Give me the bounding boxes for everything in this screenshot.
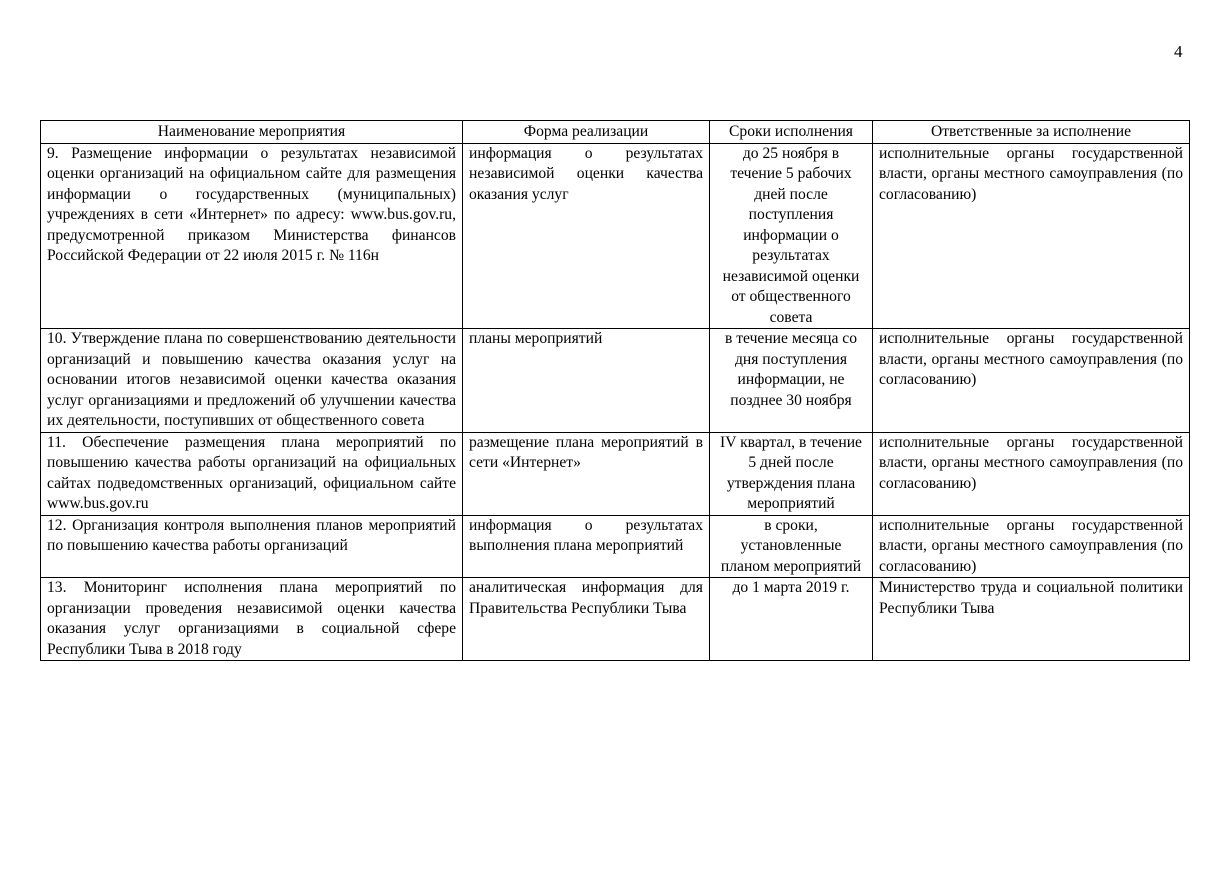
implementation-form-cell: размещение плана мероприятий в сети «Интернет» bbox=[463, 432, 710, 515]
implementation-form-cell: информация о результатах независимой оценки качества оказания услуг bbox=[463, 143, 710, 329]
implementation-form-cell: информация о результатах выполнения плана мероприятий bbox=[463, 515, 710, 578]
deadline-cell: в течение месяца со дня поступления информации, не позднее 30 ноября bbox=[710, 329, 873, 433]
header-responsible: Ответственные за исполнение bbox=[873, 121, 1190, 144]
page-number: 4 bbox=[1174, 42, 1183, 61]
responsible-cell: исполнительные органы государственной власти, органы местного самоуправления (по согласованию) bbox=[873, 143, 1190, 329]
table-row bbox=[41, 432, 1190, 515]
header-deadlines: Сроки исполнения bbox=[710, 121, 873, 144]
header-implementation-form: Форма реализации bbox=[463, 121, 710, 144]
header-event-name: Наименование мероприятия bbox=[41, 121, 463, 144]
event-name-cell: 12. Организация контроля выполнения планов мероприятий по повышению качества работы организаций bbox=[41, 515, 463, 578]
table-row bbox=[41, 578, 1190, 661]
event-name-cell: 10. Утверждение плана по совершенствованию деятельности организаций и повышению качества оказания услуг на основании итогов независимой оценки качества оказания услуг организациями и предложений об улучшении качества их деятельности, поступивших от общественного совета bbox=[41, 329, 463, 433]
deadline-cell: до 25 ноября в течение 5 рабочих дней после поступления информации о результатах независимой оценки от общественного совета bbox=[710, 143, 873, 329]
responsible-cell: исполнительные органы государственной власти, органы местного самоуправления (по согласованию) bbox=[873, 515, 1190, 578]
responsible-cell: исполнительные органы государственной власти, органы местного самоуправления (по согласованию) bbox=[873, 432, 1190, 515]
table-row bbox=[41, 515, 1190, 578]
implementation-form-cell: планы мероприятий bbox=[463, 329, 710, 433]
table-row bbox=[41, 329, 1190, 433]
event-name-cell: 11. Обеспечение размещения плана мероприятий по повышению качества работы организаций на официальных сайтах подведомственных организаций, официальном сайте www.bus.gov.ru bbox=[41, 432, 463, 515]
deadline-cell: в сроки, установленные планом мероприятий bbox=[710, 515, 873, 578]
events-plan-table bbox=[40, 120, 1190, 661]
deadline-cell: IV квартал, в течение 5 дней после утверждения плана мероприятий bbox=[710, 432, 873, 515]
event-name-cell: 13. Мониторинг исполнения плана мероприятий по организации проведения независимой оценки качества оказания услуг организациями в социальной сфере Республики Тыва в 2018 году bbox=[41, 578, 463, 661]
table-row bbox=[41, 143, 1190, 329]
event-name-cell: 9. Размещение информации о результатах независимой оценки организаций на официальном сайте для размещения информации о государственных (муниципальных) учреждениях в сети «Интернет» по адресу: www.bus.gov.ru, предусмотренной приказом Министерства финансов Российской Федерации от 22 июля 2015 г. № 116н bbox=[41, 143, 463, 329]
responsible-cell: Министерство труда и социальной политики Республики Тыва bbox=[873, 578, 1190, 661]
table-header-row bbox=[41, 121, 1190, 144]
implementation-form-cell: аналитическая информация для Правительства Республики Тыва bbox=[463, 578, 710, 661]
responsible-cell: исполнительные органы государственной власти, органы местного самоуправления (по согласованию) bbox=[873, 329, 1190, 433]
deadline-cell: до 1 марта 2019 г. bbox=[710, 578, 873, 661]
